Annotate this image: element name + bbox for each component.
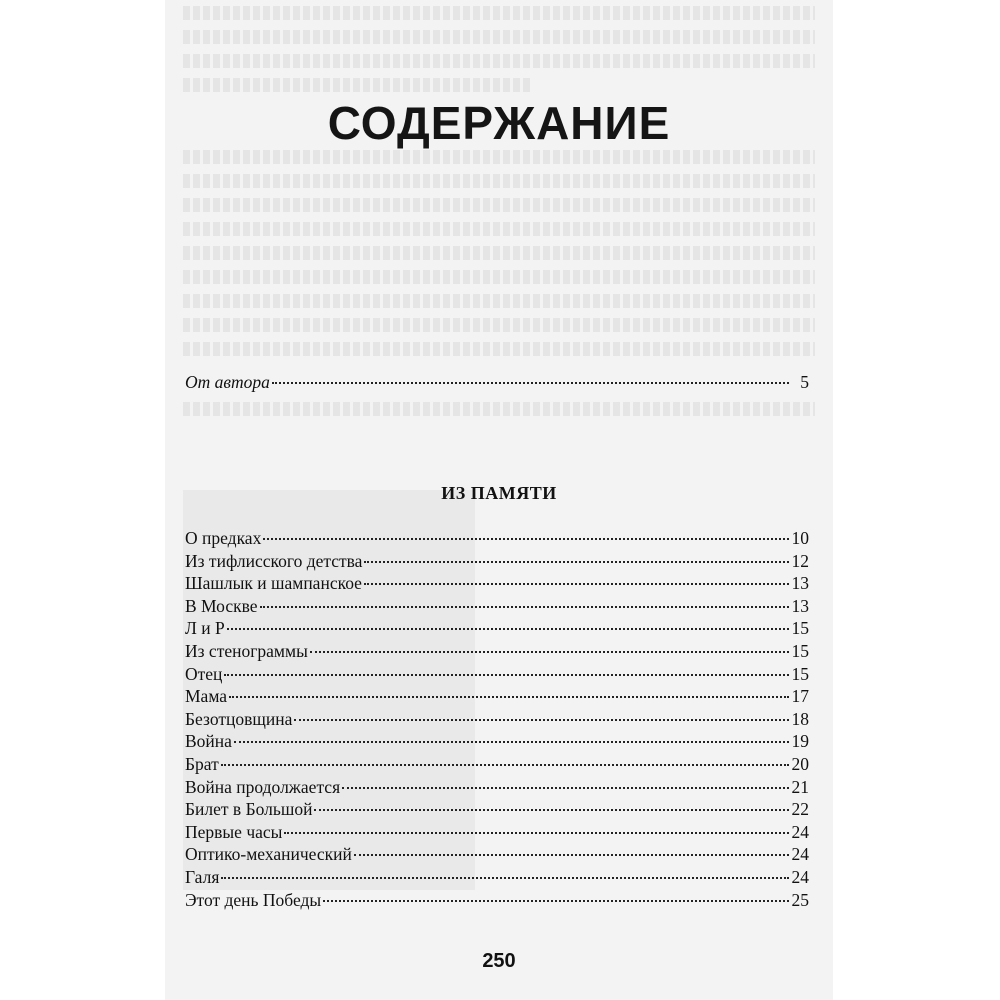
toc-entry: [185, 889, 809, 912]
dot-leader: [221, 764, 789, 766]
toc-entry-page: 15: [791, 663, 809, 684]
toc-entry: [185, 572, 809, 595]
toc-entry-page: 20: [791, 753, 809, 774]
toc-entry-page: 24: [791, 844, 809, 865]
toc-entry: [185, 527, 809, 550]
dot-leader: [284, 832, 789, 834]
dot-leader: [227, 628, 789, 630]
toc-entry-title: Этот день Победы: [185, 889, 322, 910]
toc-entry-title: Л и Р: [185, 618, 225, 639]
dot-leader: [260, 606, 789, 608]
toc-entry: [185, 776, 809, 799]
dot-leader: [364, 583, 789, 585]
section-heading: ИЗ ПАМЯТИ: [441, 483, 557, 503]
toc-entry: [185, 843, 809, 866]
page-title: СОДЕРЖАНИЕ: [327, 97, 671, 149]
toc-entry-page: 24: [791, 866, 809, 887]
toc-entry-title: Безотцовщина: [185, 708, 293, 729]
toc-entry-page: 15: [791, 640, 809, 661]
toc-entry-title: Из стенограммы: [185, 640, 308, 661]
toc-entry: [185, 663, 809, 686]
dot-leader: [323, 900, 789, 902]
toc-entry-page: 15: [791, 618, 809, 639]
toc-entry-title: Галя: [185, 866, 220, 887]
toc-entry: [185, 753, 809, 776]
toc-entry-title: Отец: [185, 663, 223, 684]
dot-leader: [234, 741, 789, 743]
dot-leader: [294, 719, 789, 721]
toc-entry: [185, 617, 809, 640]
toc-entry-title: Первые часы: [185, 821, 283, 842]
toc-entry-page: 24: [791, 821, 809, 842]
front-matter-list: [185, 371, 809, 394]
dot-leader: [314, 809, 789, 811]
toc-entry-page: 17: [791, 686, 809, 707]
toc-entry: [185, 708, 809, 731]
toc-list: [185, 527, 809, 911]
toc-entry-page: 21: [791, 776, 809, 797]
toc-entry: [185, 550, 809, 573]
toc-entry-title: В Москве: [185, 595, 258, 616]
dot-leader: [224, 674, 789, 676]
page-number: 250: [482, 950, 516, 972]
toc-entry-title: Мама: [185, 686, 228, 707]
toc-entry-page: 18: [791, 708, 809, 729]
toc-entry: [185, 798, 809, 821]
toc-entry-title: Билет в Большой: [185, 799, 313, 820]
toc-entry: [185, 371, 809, 394]
dot-leader: [263, 538, 789, 540]
toc-entry: [185, 821, 809, 844]
dot-leader: [364, 561, 789, 563]
toc-entry: [185, 595, 809, 618]
toc-entry: [185, 730, 809, 753]
toc-entry-title: О предках: [185, 528, 262, 548]
toc-entry-page: 25: [791, 889, 809, 910]
toc-entry-page: 5: [800, 372, 809, 392]
book-page: [165, 0, 833, 1000]
toc-entry: [185, 640, 809, 663]
toc-entry-page: 13: [791, 595, 809, 616]
dot-leader: [272, 382, 789, 384]
toc-entry-page: 12: [791, 550, 809, 571]
dot-leader: [229, 696, 789, 698]
toc-entry: [185, 866, 809, 889]
toc-entry-page: 13: [791, 573, 809, 594]
toc-entry-title: Шашлык и шампанское: [185, 573, 362, 594]
toc-entry-title: Оптико-механический: [185, 844, 352, 865]
dot-leader: [310, 651, 789, 653]
toc-entry-title: Брат: [185, 753, 219, 774]
toc-entry-page: 19: [791, 731, 809, 752]
dot-leader: [221, 877, 789, 879]
toc-entry-page: 22: [791, 799, 809, 820]
toc-entry-title: От автора: [185, 372, 270, 392]
toc-entry-title: Война продолжается: [185, 776, 341, 797]
dot-leader: [342, 787, 789, 789]
toc-entry: [185, 685, 809, 708]
toc-entry-title: Из тифлисского детства: [185, 550, 363, 571]
toc-entry-title: Война: [185, 731, 232, 752]
dot-leader: [354, 854, 789, 856]
toc-entry-page: 10: [791, 528, 809, 548]
